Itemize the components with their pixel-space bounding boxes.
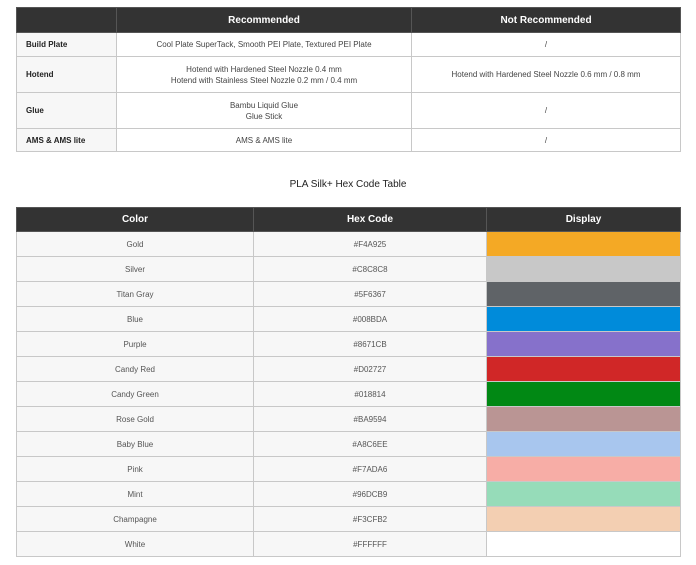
hex-code-cell: #C8C8C8 <box>254 257 487 282</box>
recommended-cell <box>117 57 412 93</box>
color-name-cell: Champagne <box>17 507 254 532</box>
table-row <box>17 93 681 129</box>
table-row <box>17 507 681 532</box>
recommended-line: Hotend with Stainless Steel Nozzle 0.2 mm / 0.4 mm <box>170 75 358 85</box>
recommended-cell <box>117 93 412 129</box>
color-name-cell: Purple <box>17 332 254 357</box>
header-recommended: Recommended <box>117 8 412 33</box>
color-name-cell: Gold <box>17 232 254 257</box>
color-swatch <box>487 532 681 557</box>
color-name-cell: Candy Red <box>17 357 254 382</box>
hex-code-cell: #A8C6EE <box>254 432 487 457</box>
header-color: Color <box>17 208 254 232</box>
color-name-cell: Candy Green <box>17 382 254 407</box>
header-display: Display <box>487 208 681 232</box>
color-swatch <box>487 407 681 432</box>
table-row <box>17 282 681 307</box>
hex-code-cell: #F4A925 <box>254 232 487 257</box>
color-swatch <box>487 482 681 507</box>
table-row <box>17 257 681 282</box>
compatibility-header-row <box>17 8 681 33</box>
table-row <box>17 532 681 557</box>
color-name-cell: Silver <box>17 257 254 282</box>
not-recommended-cell: / <box>412 93 681 129</box>
compatibility-table <box>16 7 681 152</box>
color-swatch <box>487 382 681 407</box>
table-row <box>17 382 681 407</box>
table-row <box>17 57 681 93</box>
color-swatch <box>487 432 681 457</box>
not-recommended-cell: / <box>412 129 681 152</box>
color-name-cell: Blue <box>17 307 254 332</box>
recommended-cell <box>117 33 412 57</box>
hex-table-title: PLA Silk+ Hex Code Table <box>289 179 407 190</box>
color-swatch <box>487 357 681 382</box>
header-hex-code: Hex Code <box>254 208 487 232</box>
color-swatch <box>487 332 681 357</box>
hex-code-cell: #BA9594 <box>254 407 487 432</box>
row-label: Hotend <box>17 57 117 93</box>
color-name-cell: Mint <box>17 482 254 507</box>
hex-table-body <box>17 232 681 557</box>
table-row <box>17 307 681 332</box>
hex-header-row <box>17 208 681 232</box>
color-name-cell: Rose Gold <box>17 407 254 432</box>
hex-code-cell: #018814 <box>254 382 487 407</box>
hex-code-cell: #FFFFFF <box>254 532 487 557</box>
table-row <box>17 457 681 482</box>
header-not-recommended: Not Recommended <box>412 8 681 33</box>
hex-code-cell: #D02727 <box>254 357 487 382</box>
recommended-cell <box>117 129 412 152</box>
row-label: Build Plate <box>17 33 117 57</box>
header-blank <box>17 8 117 33</box>
color-name-cell: Pink <box>17 457 254 482</box>
table-row <box>17 357 681 382</box>
table-row <box>17 129 681 152</box>
recommended-line: AMS & AMS lite <box>235 135 293 145</box>
table-row <box>17 232 681 257</box>
not-recommended-cell: / <box>412 33 681 57</box>
hex-code-table <box>16 207 681 557</box>
hex-code-cell: #F3CFB2 <box>254 507 487 532</box>
recommended-line: Bambu Liquid Glue <box>229 100 299 110</box>
table-row <box>17 407 681 432</box>
hex-code-cell: #96DCB9 <box>254 482 487 507</box>
table-row <box>17 432 681 457</box>
table-row <box>17 332 681 357</box>
hex-code-cell: #5F6367 <box>254 282 487 307</box>
recommended-line: Hotend with Hardened Steel Nozzle 0.4 mm <box>186 64 342 74</box>
color-swatch <box>487 257 681 282</box>
color-name-cell: Baby Blue <box>17 432 254 457</box>
recommended-line: Glue Stick <box>245 111 283 121</box>
color-swatch <box>487 282 681 307</box>
color-swatch <box>487 307 681 332</box>
color-swatch <box>487 507 681 532</box>
table-row <box>17 482 681 507</box>
row-label: Glue <box>17 93 117 129</box>
color-name-cell: Titan Gray <box>17 282 254 307</box>
color-swatch <box>487 457 681 482</box>
table-row <box>17 33 681 57</box>
row-label: AMS & AMS lite <box>17 129 117 152</box>
not-recommended-cell: Hotend with Hardened Steel Nozzle 0.6 mm / 0.8 mm <box>412 57 681 93</box>
recommended-line: Cool Plate SuperTack, Smooth PEI Plate, Textured PEI Plate <box>156 40 372 49</box>
hex-code-cell: #008BDA <box>254 307 487 332</box>
hex-code-cell: #F7ADA6 <box>254 457 487 482</box>
hex-code-cell: #8671CB <box>254 332 487 357</box>
color-name-cell: White <box>17 532 254 557</box>
color-swatch <box>487 232 681 257</box>
